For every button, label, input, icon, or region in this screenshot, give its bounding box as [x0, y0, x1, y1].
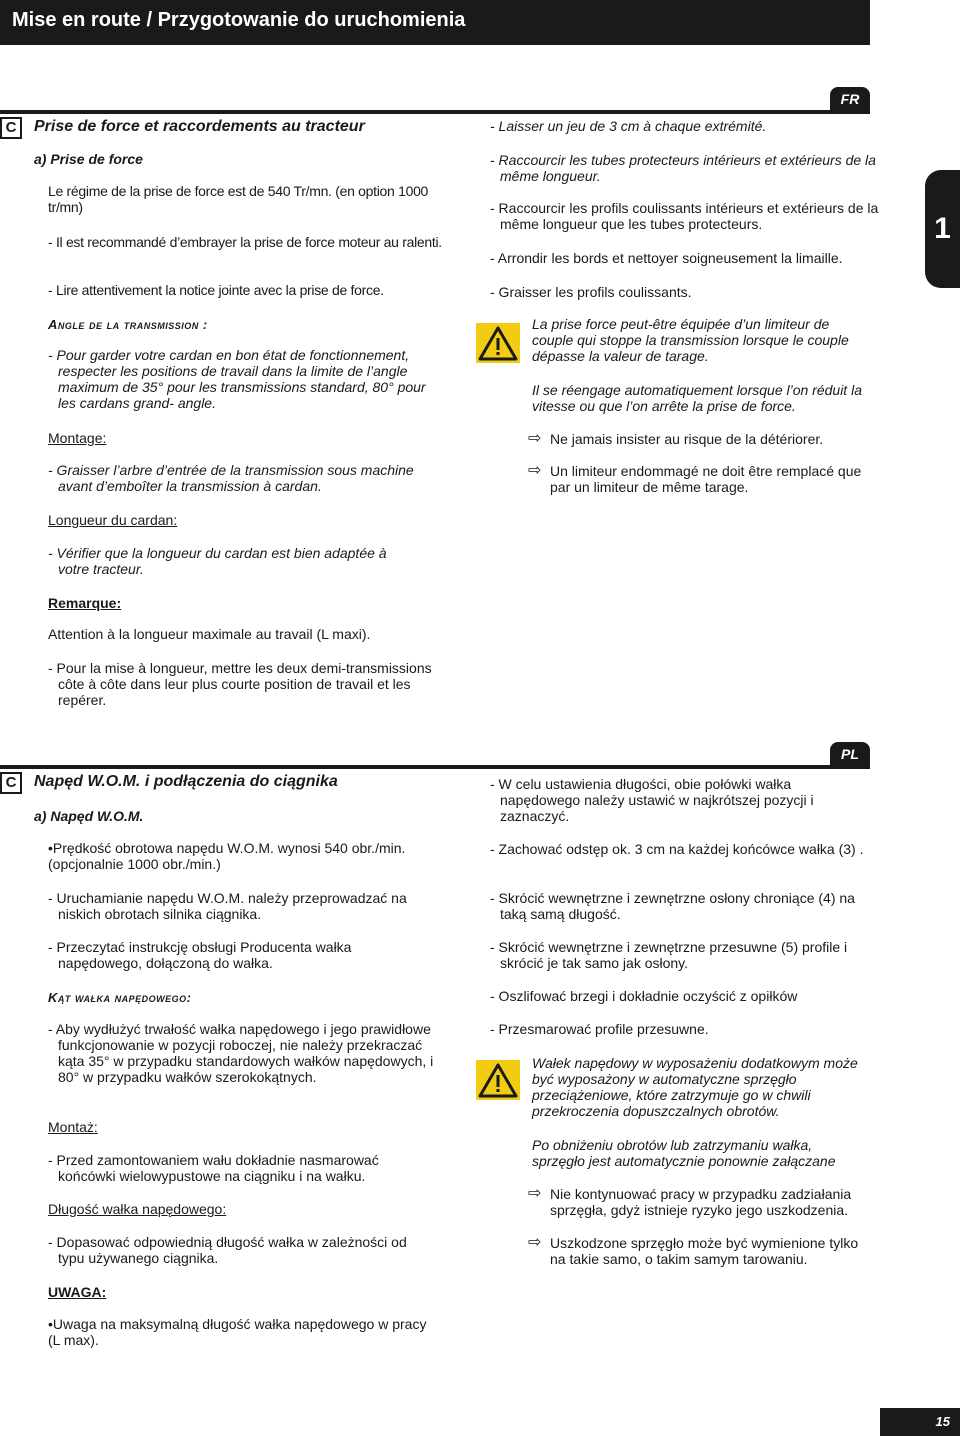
pl-r6: - Przesmarować profile przesuwne.	[490, 1021, 709, 1037]
page-title: Mise en route / Przygotowanie do uruchomienia	[12, 9, 466, 31]
pl-warning-1: Wałek napędowy w wyposażeniu dodatkowym może być wyposażony w automatyczne sprzęgło przeciążeniowe, które zatrzymuje go w chwili przekroczenia dopuszczalnych obrotów.	[532, 1055, 858, 1119]
pl-r5: - Oszlifować brzegi i dokładnie oczyścić z opiłków	[490, 988, 798, 1004]
pl-p1: •Prędkość obrotowa napędu W.O.M. wynosi 540 obr./min. (opcjonalnie 1000 obr./min.)	[48, 840, 406, 872]
section-letter-pl: C	[0, 772, 22, 794]
fr-r3: - Raccourcir les profils coulissants intérieurs et extérieurs de la même longueur que les tubes protecteurs.	[490, 200, 879, 232]
pl-subtitle-a: a) Napęd W.O.M.	[34, 808, 144, 824]
fr-section-title: Prise de force et raccordements au tracteur	[34, 118, 365, 135]
lang-tab-pl: PL	[830, 742, 870, 766]
pl-kat-text: - Aby wydłużyć trwałość wałka napędowego i jego prawidłowe funkcjonowanie w pozycji roboczej, nie należy przekraczać kąta 35° w przypadku standardowych wałków napędowych, i 80° w przypadku wałków szerokokątnych.	[48, 1021, 434, 1085]
pl-section-rule	[0, 765, 870, 769]
fr-section-rule	[0, 110, 870, 114]
fr-remarque-text: Attention à la longueur maximale au travail (L maxi).	[48, 626, 371, 642]
arrow-right-icon: ⇨	[528, 430, 542, 447]
fr-p3: - Lire attentivement la notice jointe avec la prise de force.	[48, 282, 384, 298]
fr-angle-text: - Pour garder votre cardan en bon état de fonctionnement, respecter les positions de travail dans la limite de l’angle maximum de 35° pour les transmissions standard, 80° pour les cardans grand- angle.	[48, 347, 426, 411]
fr-remarque-heading: Remarque:	[48, 595, 122, 611]
pl-montaz-text: - Przed zamontowaniem wału dokładnie nasmarować końcówki wielowypustowe na ciągniku i na wałku.	[48, 1152, 379, 1184]
pl-dlugosc-heading: Długość wałka napędowego:	[48, 1201, 227, 1217]
pl-dlugosc-text: - Dopasować odpowiednią długość wałka w zależności od typu używanego ciągnika.	[48, 1234, 407, 1266]
fr-montage-heading: Montage:	[48, 430, 107, 446]
page-number: 15	[880, 1408, 960, 1436]
pl-arrow-2: Uszkodzone sprzęgło może być wymienione tylko na takie samo, o takim samym tarowaniu.	[550, 1235, 859, 1267]
fr-r2: - Raccourcir les tubes protecteurs intérieurs et extérieurs de la même longueur.	[490, 152, 876, 184]
fr-montage-text: - Graisser l’arbre d’entrée de la transmission sous machine avant d’emboîter la transmission à cardan.	[48, 462, 414, 494]
warning-icon	[476, 323, 520, 363]
fr-r4: - Arrondir les bords et nettoyer soigneusement la limaille.	[490, 250, 843, 266]
chapter-tab: 1	[925, 170, 960, 288]
fr-r5: - Graisser les profils coulissants.	[490, 284, 692, 300]
arrow-right-icon: ⇨	[528, 1185, 542, 1202]
fr-longueur-text: - Vérifier que la longueur du cardan est bien adaptée à votre tracteur.	[48, 545, 387, 577]
fr-subtitle-a: a) Prise de force	[34, 151, 143, 167]
arrow-right-icon: ⇨	[528, 462, 542, 479]
fr-p1: Le régime de la prise de force est de 540 Tr/mn. (en option 1000 tr/mn)	[48, 183, 429, 215]
pl-section-title: Napęd W.O.M. i podłączenia do ciągnika	[34, 773, 338, 790]
arrow-right-icon: ⇨	[528, 1234, 542, 1251]
pl-montaz-heading: Montaż:	[48, 1119, 98, 1135]
lang-tab-fr: FR	[830, 87, 870, 111]
pl-r4: - Skrócić wewnętrzne i zewnętrzne przesuwne (5) profile i skrócić je tak samo jak osłony.	[490, 939, 848, 971]
fr-warning-2: Il se réengage automatiquement lorsque l’on réduit la vitesse ou que l’on arrête la prise de force.	[532, 382, 862, 414]
pl-p3: - Przeczytać instrukcję obsługi Producenta wałka napędowego, dołączoną do wałka.	[48, 939, 352, 971]
pl-warning-2: Po obniżeniu obrotów lub zatrzymaniu wałka, sprzęgło jest automatycznie ponownie załączane	[532, 1137, 836, 1169]
warning-icon	[476, 1060, 520, 1100]
pl-r2: - Zachować odstęp ok. 3 cm na każdej końcówce wałka (3) .	[490, 841, 864, 857]
fr-longueur-heading: Longueur du cardan:	[48, 512, 178, 528]
fr-p2: - Il est recommandé d’embrayer la prise de force moteur au ralenti.	[48, 234, 442, 250]
fr-r1: - Laisser un jeu de 3 cm à chaque extrémité.	[490, 118, 767, 134]
pl-r3: - Skrócić wewnętrzne i zewnętrzne osłony chroniące (4) na taką samą długość.	[490, 890, 855, 922]
pl-uwaga-text: •Uwaga na maksymalną długość wałka napędowego w pracy (L max).	[48, 1316, 427, 1348]
fr-angle-heading: Angle de la transmission :	[48, 317, 208, 332]
section-letter-fr: C	[0, 117, 22, 139]
pl-arrow-1: Nie kontynuować pracy w przypadku zadziałania sprzęgła, gdyż istnieje ryzyko jego uszkodzenia.	[550, 1186, 852, 1218]
fr-arrow-1: Ne jamais insister au risque de la détériorer.	[550, 431, 824, 447]
pl-r1: - W celu ustawienia długości, obie połówki wałka napędowego należy ustawić w najkrótszej pozycji i zaznaczyć.	[490, 776, 814, 824]
pl-uwaga-heading: UWAGA:	[48, 1284, 107, 1300]
pl-kat-heading: Kąt wałka napędowego:	[48, 990, 192, 1005]
pl-p2: - Uruchamianie napędu W.O.M. należy przeprowadzać na niskich obrotach silnika ciągnika.	[48, 890, 407, 922]
fr-mise-text: - Pour la mise à longueur, mettre les deux demi-transmissions côte à côte dans leur plus courte position de travail et les repérer.	[48, 660, 432, 708]
fr-arrow-2: Un limiteur endommagé ne doit être remplacé que par un limiteur de même tarage.	[550, 463, 862, 495]
fr-warning-1: La prise force peut-être équipée d’un limiteur de couple qui stoppe la transmission lorsque le couple dépasse la valeur de tarage.	[532, 316, 849, 364]
